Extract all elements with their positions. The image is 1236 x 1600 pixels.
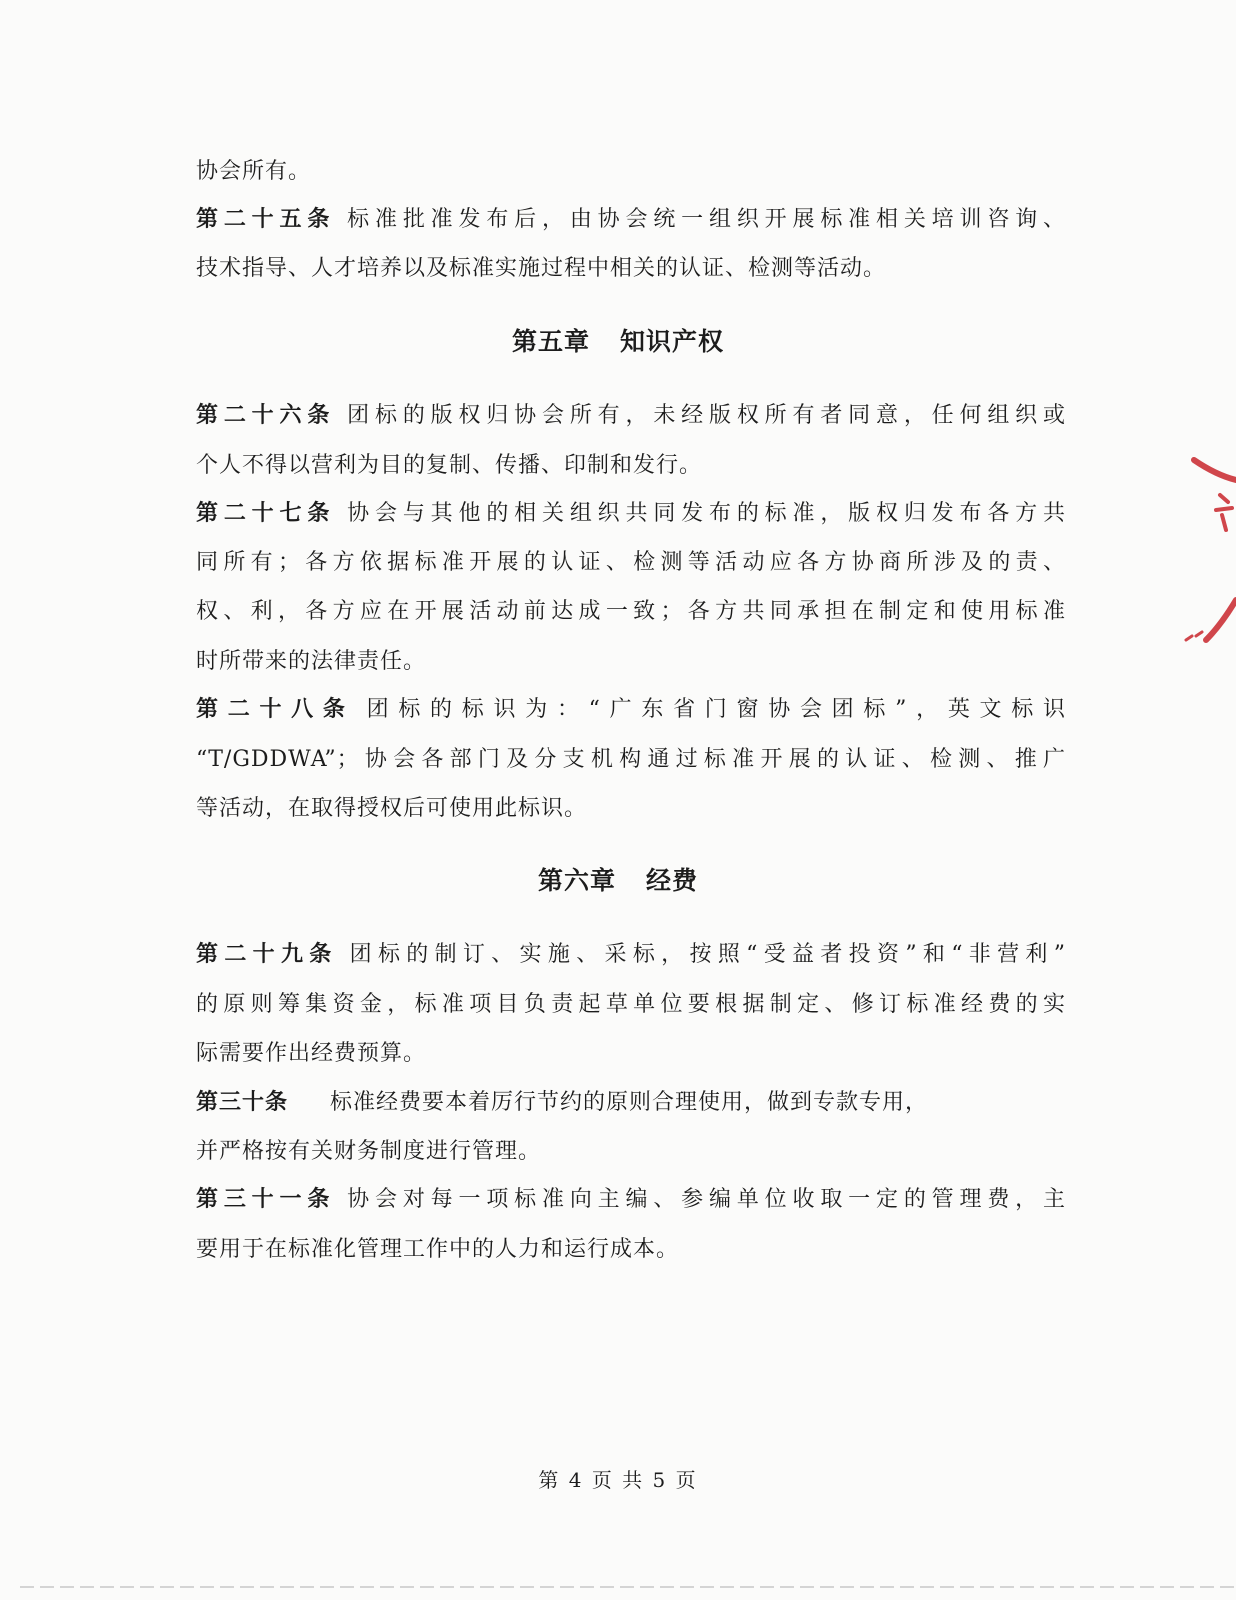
paragraph-line: 技术指导、人才培养以及标准实施过程中相关的认证、检测等活动。: [196, 256, 887, 281]
article-number: 第二十八条: [196, 697, 355, 722]
article-28: 第二十八条 团标的标识为：“广东省门窗协会团标”，英文标识: [196, 697, 1066, 722]
article-29: 第二十九条 团标的制订、实施、采标，按照“受益者投资”和“非营利”: [196, 942, 1066, 967]
article-number: 第二十五条: [196, 207, 336, 232]
page-number: 第 4 页 共 5 页: [538, 1468, 698, 1492]
paragraph-line: 的原则筹集资金，标准项目负责起草单位要根据制定、修订标准经费的实: [196, 992, 1066, 1017]
article-number: 第二十九条: [196, 942, 338, 967]
article-27: 第二十七条 协会与其他的相关组织共同发布的标准，版权归发布各方共: [196, 501, 1066, 526]
paragraph-line: 等活动，在取得授权后可使用此标识。: [196, 796, 588, 821]
paragraph-line: 并严格按有关财务制度进行管理。: [196, 1139, 542, 1164]
article-number: 第二十六条: [196, 403, 336, 428]
paragraph-line: 际需要作出经费预算。: [196, 1041, 427, 1066]
article-number: 第三十一条: [196, 1187, 336, 1212]
seal-stamp-edge: [1176, 440, 1236, 670]
chapter-heading-5: 第五章 知识产权: [511, 327, 725, 356]
scan-edge-line: [0, 1584, 1236, 1590]
article-30: 第三十条 标准经费要本着厉行节约的原则合理使用，做到专款专用，: [196, 1090, 929, 1115]
paragraph-line: 协会所有。: [196, 159, 312, 184]
article-number: 第三十条: [196, 1090, 289, 1115]
article-number: 第二十七条: [196, 501, 336, 526]
article-31: 第三十一条 协会对每一项标准向主编、参编单位收取一定的管理费，主: [196, 1187, 1066, 1212]
paragraph-line: 时所带来的法律责任。: [196, 649, 427, 674]
article-26: 第二十六条 团标的版权归协会所有，未经版权所有者同意，任何组织或: [196, 403, 1066, 428]
paragraph-line: 要用于在标准化管理工作中的人力和运行成本。: [196, 1237, 680, 1262]
paragraph-line: 权、利，各方应在开展活动前达成一致；各方共同承担在制定和使用标准: [196, 599, 1066, 624]
paragraph-line: 同所有；各方依据标准开展的认证、检测等活动应各方协商所涉及的责、: [196, 550, 1066, 575]
paragraph-line: 个人不得以营利为目的复制、传播、印制和发行。: [196, 453, 703, 478]
paragraph-line: “T/GDDWA”；协会各部门及分支机构通过标准开展的认证、检测、推广: [196, 747, 1066, 772]
article-25: 第二十五条 标准批准发布后，由协会统一组织开展标准相关培训咨询、: [196, 207, 1066, 232]
chapter-heading-6: 第六章 经费: [537, 866, 699, 895]
